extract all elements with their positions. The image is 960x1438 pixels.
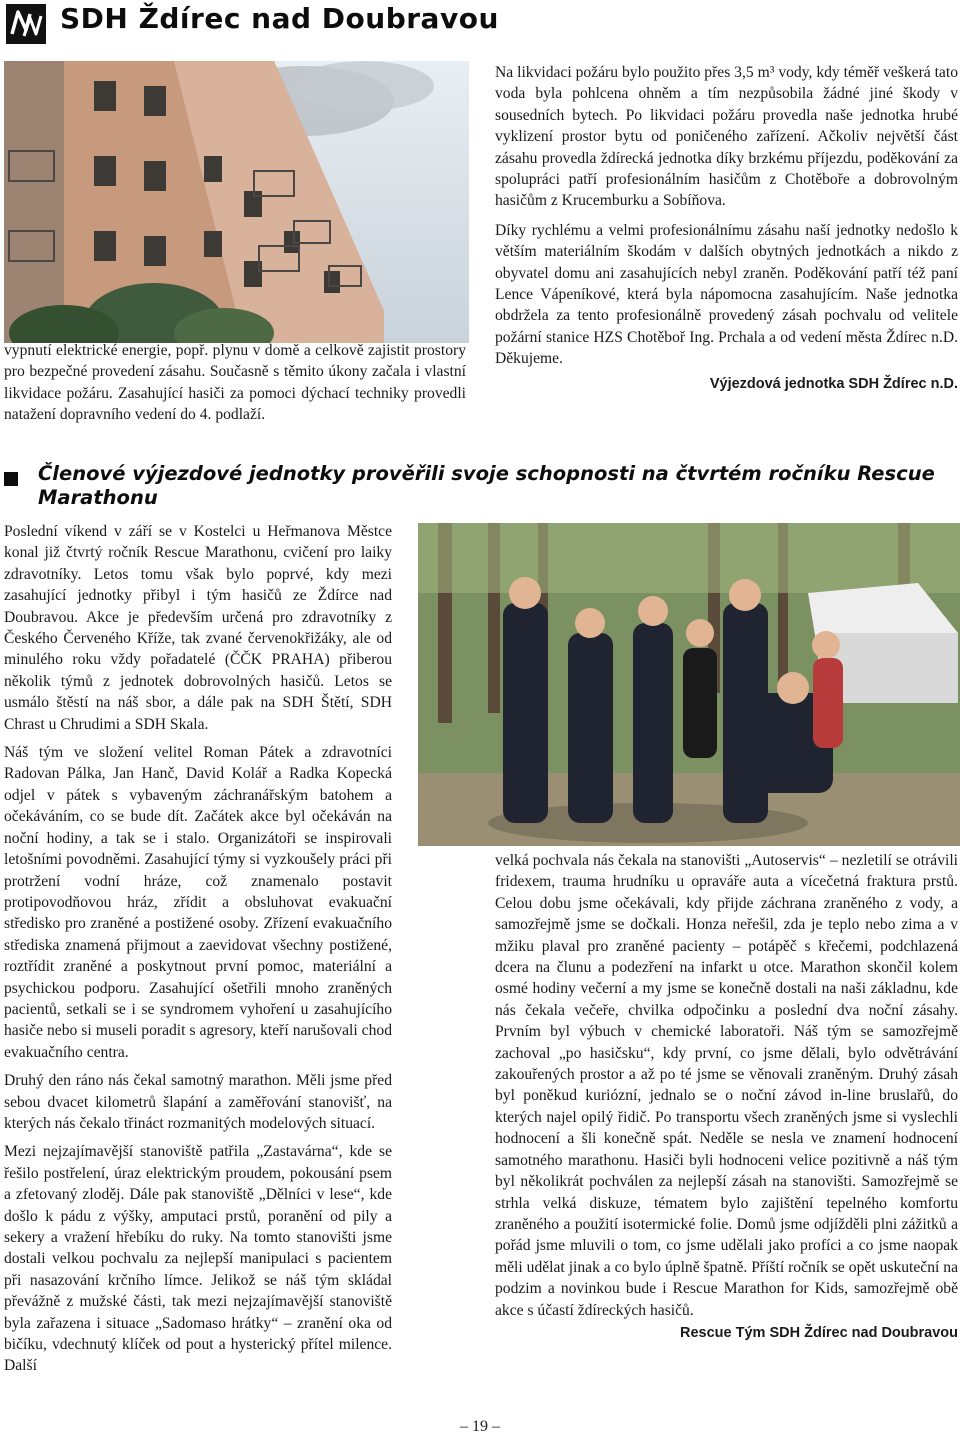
intro-left-paragraph: vypnutí elektrické energie, popř. plynu v domě a celkově zajistit prostory pro bezpečné provedení zásahu. Současně s těmito úkony začala i vlastní likvidace požáru. Zasahující hasiči za pomoci dýchací techniky provedli natažení dopravního vedení do 4. podlaží. [4, 342, 466, 424]
article-left-paragraph-4: Mezi nejzajímavější stanoviště patřila „Zastavárna“, kde se řešilo postřelení, úraz elektrickým proudem, pokousání psem a zfetovaný zloděj. Dále pak stanoviště „Dělníci v lese“, kde došlo k pádu z výšky, amputaci prstů, poranění od pily a sekery a vražení hřebíku do ruky. Na tomto stanovišti jsme dostali velkou pochvalu za nejlepší manipulaci s pacientem při nasazování krčního límce. Jelikož se náš tým skládal převážně z mužské části, tak mezi nejzajímavější stanoviště byla zařazena i situace „Sadomaso hrátky“ – zranění oka od bičíku, vdechnutý klíček od pout a hysterický přítel milence. Další [4, 1143, 392, 1375]
intro-right-signature: Výjezdová jednotka SDH Ždírec n.D. [709, 375, 958, 392]
section-heading: Členové výjezdové jednotky prověřili svoje schopnosti na čtvrtém ročníku Rescue Marathonu [38, 462, 935, 509]
article-left-column [4, 521, 392, 1384]
page-number: – 19 – [460, 1418, 500, 1435]
publication-logo-icon [6, 4, 46, 44]
building-fire-photo [4, 61, 469, 343]
article-right-signature: Rescue Tým SDH Ždírec nad Doubravou [680, 1324, 958, 1341]
rescue-team-photo [418, 523, 960, 846]
article-left-paragraph-2: Náš tým ve složení velitel Roman Pátek a zdravotníci Radovan Pálka, Jan Hanč, David Kolář a Radka Kopecká odjel v pátek s vybaveným záchranářským batohem a očekáváním, co se bude dít. Začátek akce byl očekáván na noční hodiny, a tak se i stalo. Organizátoři se inspirovali letošními povodněmi. Zasahující týmy si vyzkoušely práci při protržení vodní hráze, což znamenalo postavit protipovodňovou hráz, zřídit a obsluhovat evakuační středisko pro zraněné a postižené osoby. Zřízení evakuačního střediska znamená přijmout a zaevidovat všechny postižené, roztřídit zraněné a poskytnout první pomoc, materiální a psychickou podporu. Zasahující ošetřili mnoho zraněných pacientů, setkali se i se syndromem vyhoření u zasahujícího hasiče nebo si museli poradit s agresory, kteří narušovali chod evakuačního centra. [4, 744, 392, 1061]
article-left-paragraph-1: Poslední víkend v září se v Kostelci u Heřmanova Městce konal již čtvrtý ročník Rescue Marathonu, cvičení pro laiky zdravotníky. Letos tomu však bylo poprvé, kdy mezi zasahující jednotky přibyl i tým hasičů ze Ždírce nad Doubravou. Akce je především určená pro zdravotníky z Českého Červeného Kříže, tak zvané červenokřižáky, ale od minulého roku vždy pořadatelé (ČČK PRAHA) přiberou několik týmů z jednotek dobrovolných hasičů. Letos se usmálo štěstí na náš sbor, a dále pak na SDH Štětí, SDH Chrast u Chrudimi a SDH Skala. [4, 523, 392, 733]
intro-left-text [4, 340, 466, 433]
article-left-paragraph-3: Druhý den ráno nás čekal samotný marathon. Měli jsme před sebou dvacet kilometrů šlapání a zaměřování stanovišť, na kterých nás čekalo třináct rozmanitých modelových situací. [4, 1072, 392, 1132]
intro-right-paragraph-2: Díky rychlému a velmi profesionálnímu zásahu naší jednotky nedošlo k větším materiálním škodám v dalších obytných jednotkách a nikdo z obyvatel domu ani zasahujících nebyl zraněn. Poděkování patří též paní Lence Vápeníkové, která byla nápomocna zasahujícím. Naše jednotka obdržela za tento profesionálně provedený zásah pochvalu od velitele požární stanice HZS Chotěboř Ing. Prchala a od vedení města Ždírec n.D. Děkujeme. [495, 221, 958, 368]
intro-right-paragraph-1: Na likvidaci požáru bylo použito přes 3,5 m³ vody, kdy téměř veškerá tato voda byla pohlcena ohněm a tím nezpůsobila žádné jiné škody v sousedních bytech. Po likvidaci požáru provedla naše jednotka hrubé vyklizení prostor bytu od poničeného zařízení. Ačkoliv největší část zásahu provedla ždírecká jednotka díky brzkému příjezdu, poděkování za spolupráci patří profesionálním hasičům z Chotěboře a dobrovolným hasičům z Krucemburku a Sobíňova. [495, 64, 958, 210]
article-right-paragraph-1: velká pochvala nás čekala na stanovišti „Autoservis“ – nezletilí se otrávili fridexem, trauma hrudníku u opraváře auta a vícečetná fraktura prstů. Celou dobu jsme očekávali, kdy přijde záchrana zraněného z vody, a samozřejmě jsme se dočkali. Honza neřešil, zda je teplo nebo zima a v mžiku plaval pro zraněné pacienty – potápěč s křečemi, podchlazená dcera na člunu a podezření na infarkt u otce. Marathon skončil kolem osmé hodiny večerní a my jsme se konečně dostali na naši základnu, kde nás čekala večeře, chvilka odpočinku a poslední dva noční zásahy. Prvním byl výbuch v chemické laboratoři. Náš tým se samozřejmě zachoval „po hasičsku“, kdy první, co jsme dělali, bylo odvětrávání zakouřených prostor a až po té jsme se věnovali zraněným. Druhý zásah byl poněkud kuriózní, jednalo se o noční závod in-line bruslařů, do kterých najel opilý řidič. Po transportu všech zraněných jsme si vyslechli hodnocení a šli konečně spát. Neděle se nesla ve znamení hodnocení samotného marathonu. Hasiči byli hodnoceni velice pozitivně a náš tým byl několikrát pochválen za nejlepší zásah na stanovišti. Samozřejmě se strhla velká diskuze, tématem bylo zajištění tepelného komfortu zraněného a použití isotermické folie. Domů jsme odjížděli plni zážitků a pořád jsme mluvili o tom, co jsme udělali jako profíci a co jsme naopak měli udělat jinak a co bylo úplně špatně. Příští ročník se opět uskuteční na podzim a novinkou bude i Rescue Marathon for Kids, samozřejmě obě akce s účastí ždíreckých hasičů. [495, 852, 958, 1319]
intro-right-text [495, 62, 958, 402]
article-right-column [495, 850, 958, 1351]
page-header-title: SDH Ždírec nad Doubravou [60, 2, 499, 35]
section-bullet-icon [4, 472, 18, 486]
